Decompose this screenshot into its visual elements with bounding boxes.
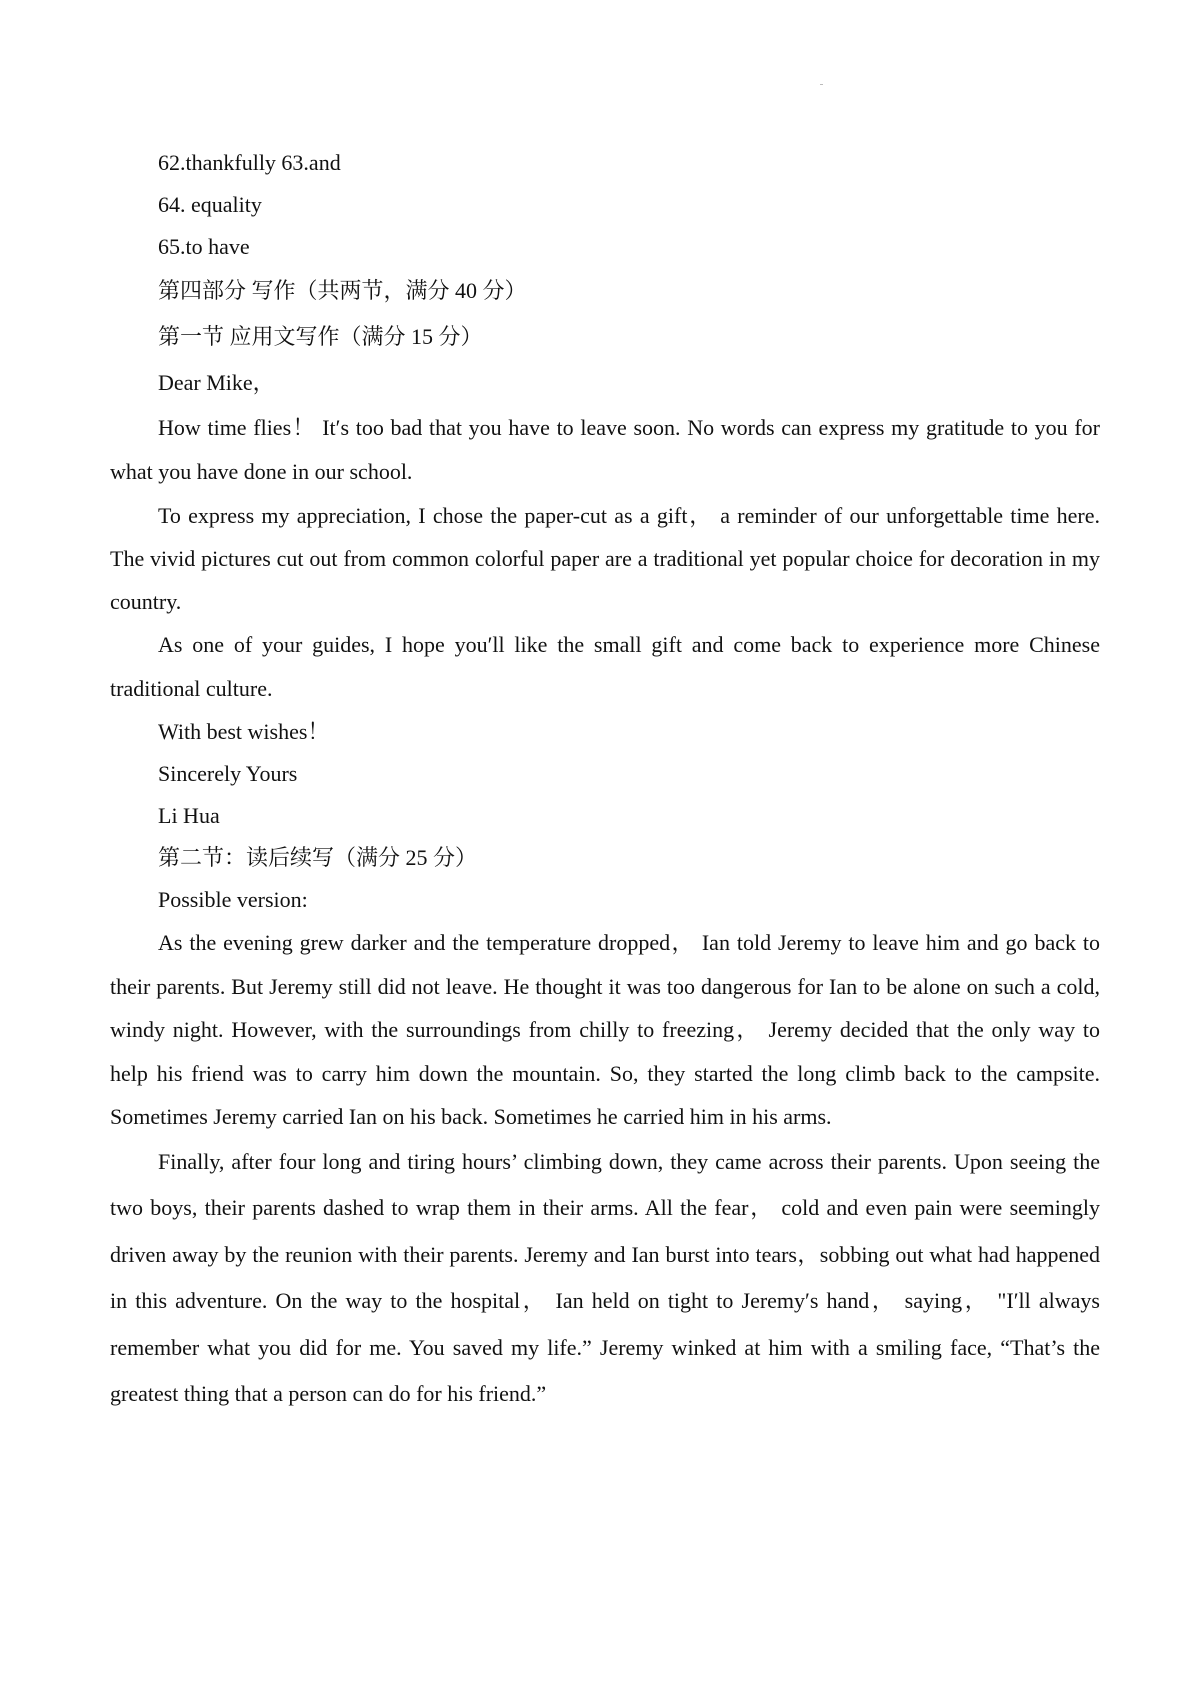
answer-64: 64. equality (158, 192, 262, 217)
section-one-heading: 第一节 应用文写作（满分 15 分） (158, 324, 483, 349)
possible-version-label: Possible version: (158, 887, 308, 912)
section-two-heading: 第二节：读后续写（满分 25 分） (158, 845, 478, 870)
letter-paragraph-2: To express my appreciation, I chose the paper-cut as a gift， a reminder of our unforgettable time here. The vivid pictures cut out from common colorful paper are a traditional yet popular choice for decoration in my country. (110, 503, 1100, 614)
document-content (110, 142, 1100, 1418)
letter-salutation: Dear Mike， (158, 370, 275, 395)
letter-closing-wish: With best wishes！ (158, 719, 330, 744)
answer-65: 65.to have (158, 234, 250, 259)
letter-paragraph-3: As one of your guides, I hope you′ll like the small gift and come back to experience more Chinese traditional culture. (110, 632, 1100, 701)
story-paragraph-1: As the evening grew darker and the temperature dropped， Ian told Jeremy to leave him and go back to their parents. But Jeremy still did not leave. He thought it was too dangerous for Ian to be alone on such a cold, windy night. However, with the surroundings from chilly to freezing， Jeremy decided that the only way to help his friend was to carry him down the mountain. So, they started the long climb back to the campsite. Sometimes Jeremy carried Ian on his back. Sometimes he carried him in his arms. (110, 930, 1100, 1129)
letter-paragraph-1: How time flies！ It′s too bad that you have to leave soon. No words can express my gratitude to you for what you have done in our school. (110, 415, 1100, 484)
story-paragraph-2: Finally, after four long and tiring hours’ climbing down, they came across their parents. Upon seeing the two boys, their parents dashed to wrap them in their arms. All the fear， cold and even pain were seemingly driven away by the reunion with their parents. Jeremy and Ian burst into tears，sobbing out what had happened in this adventure. On the way to the hospital， Ian held on tight to Jeremy′s hand， saying， "I′ll always remember what you did for me. You saved my life.” Jeremy winked at him with a smiling face, “That’s the greatest thing that a person can do for his friend.” (110, 1148, 1100, 1406)
part-four-heading: 第四部分 写作（共两节，满分 40 分） (158, 278, 527, 303)
scan-mark (820, 84, 823, 85)
answer-62-63: 62.thankfully 63.and (158, 150, 341, 175)
letter-signature: Li Hua (158, 803, 220, 828)
letter-closing: Sincerely Yours (158, 761, 298, 786)
